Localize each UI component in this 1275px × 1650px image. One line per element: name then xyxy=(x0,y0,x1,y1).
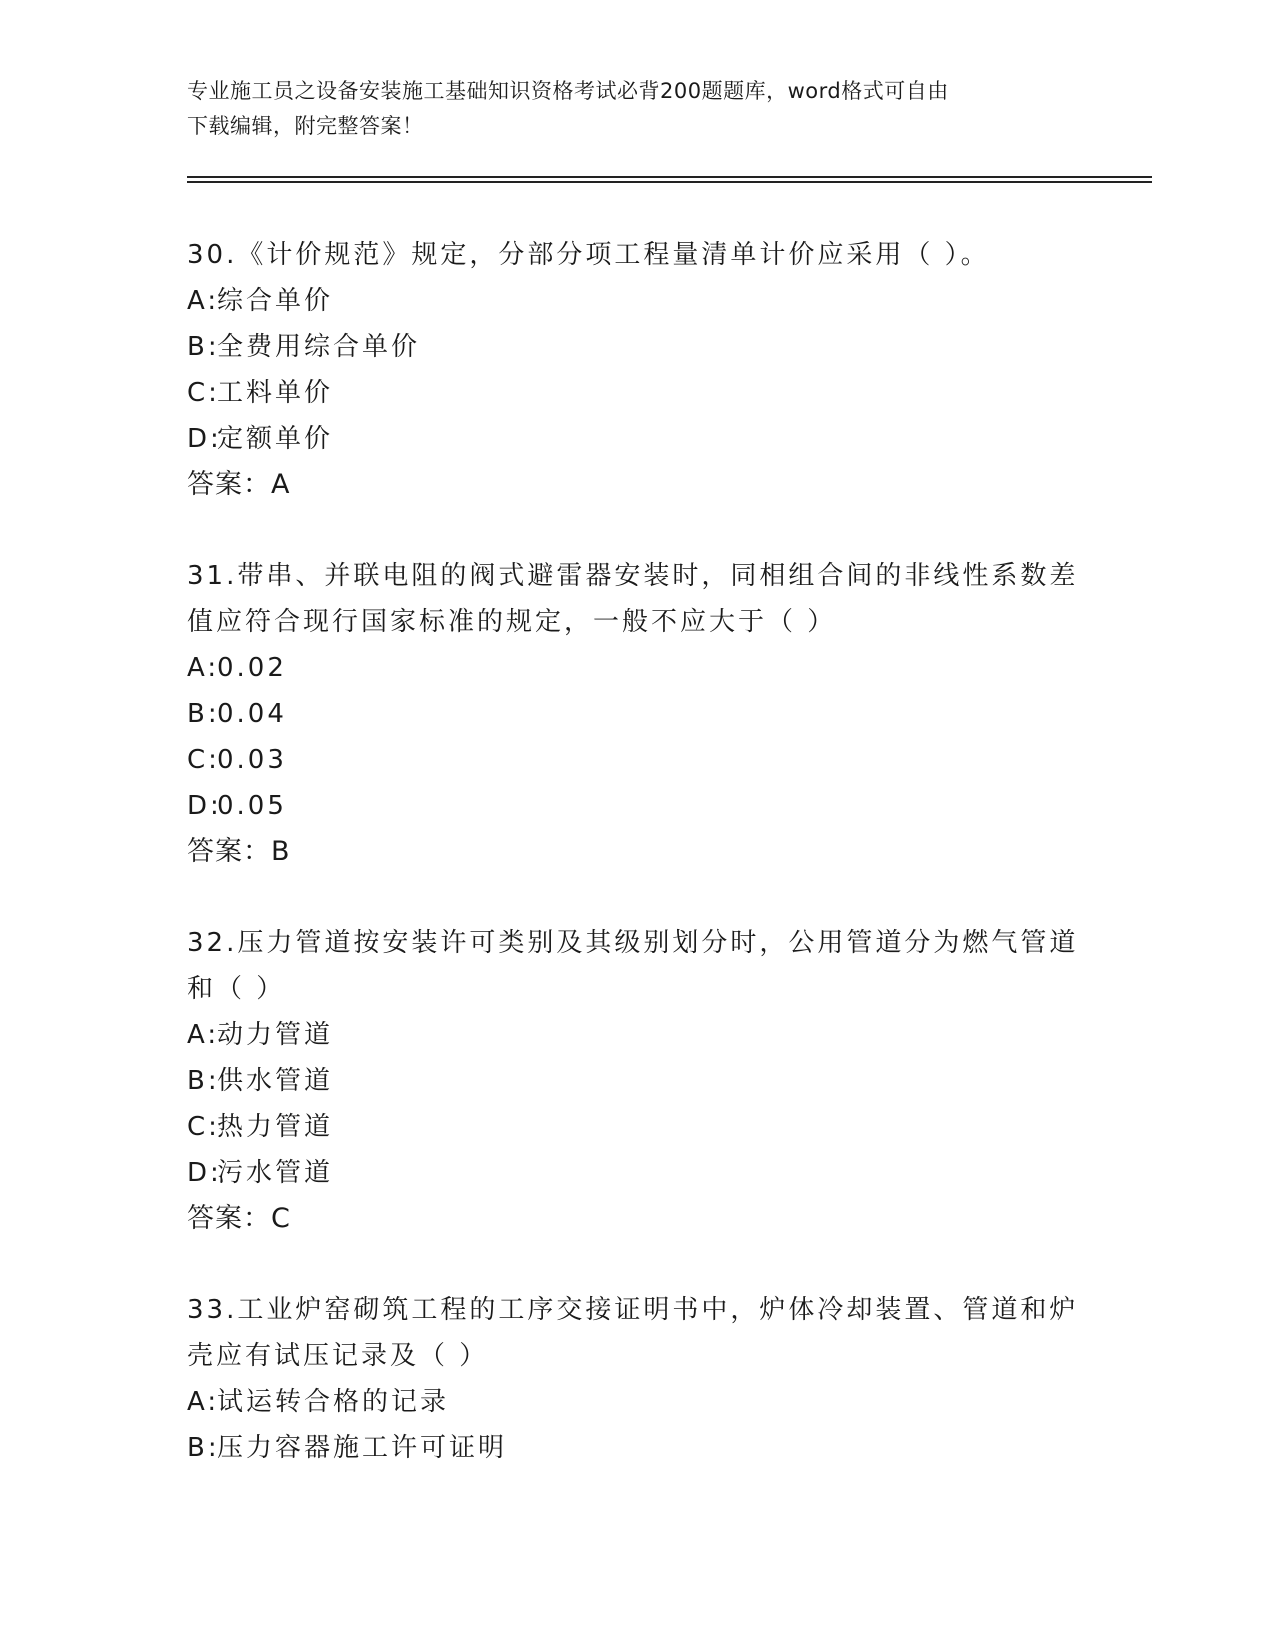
option-c xyxy=(187,1104,1087,1150)
question-33 xyxy=(187,1287,1087,1471)
header-divider-top xyxy=(187,176,1152,178)
question-stem: 33.工业炉窑砌筑工程的工序交接证明书中，炉体冷却装置、管道和炉壳应有试压记录及（ ） xyxy=(187,1295,1079,1371)
question-30 xyxy=(187,232,1087,508)
option-text: 0.02 xyxy=(217,653,287,683)
option-c xyxy=(187,737,1087,783)
option-b xyxy=(187,1425,1087,1471)
option-letter: B: xyxy=(187,332,220,362)
option-text: 0.03 xyxy=(217,745,287,775)
option-letter: B: xyxy=(187,1433,220,1463)
option-letter: A: xyxy=(187,286,220,316)
option-text: 动力管道 xyxy=(217,1020,334,1050)
answer-line: 答案：C xyxy=(187,1203,291,1234)
question-stem: 32.压力管道按安装许可类别及其级别划分时，公用管道分为燃气管道和（ ） xyxy=(187,928,1079,1004)
option-text: 0.05 xyxy=(217,791,287,821)
header-line-2: 下载编辑，附完整答案！ xyxy=(187,114,424,138)
question-stem: 30.《计价规范》规定，分部分项工程量清单计价应采用（ ）。 xyxy=(187,240,990,270)
question-31 xyxy=(187,553,1087,875)
option-letter: D: xyxy=(187,424,222,454)
option-text: 定额单价 xyxy=(217,424,334,454)
option-letter: B: xyxy=(187,1066,220,1096)
answer-line: 答案：A xyxy=(187,469,291,500)
option-letter: D: xyxy=(187,1158,222,1188)
option-d xyxy=(187,783,1087,829)
document-header xyxy=(187,74,1087,144)
option-text: 0.04 xyxy=(217,699,287,729)
option-letter: C: xyxy=(187,1112,220,1142)
option-text: 工料单价 xyxy=(217,378,334,408)
option-letter: C: xyxy=(187,745,220,775)
option-b xyxy=(187,324,1087,370)
option-a xyxy=(187,1012,1087,1058)
answer-line: 答案：B xyxy=(187,836,291,867)
header-divider-bottom xyxy=(187,181,1152,183)
option-text: 污水管道 xyxy=(217,1158,334,1188)
option-text: 供水管道 xyxy=(217,1066,334,1096)
option-letter: A: xyxy=(187,1387,220,1417)
option-c xyxy=(187,370,1087,416)
option-letter: A: xyxy=(187,1020,220,1050)
option-letter: A: xyxy=(187,653,220,683)
option-letter: D: xyxy=(187,791,222,821)
option-letter: B: xyxy=(187,699,220,729)
option-d xyxy=(187,416,1087,462)
question-list xyxy=(187,232,1087,1516)
option-b xyxy=(187,691,1087,737)
option-a xyxy=(187,1379,1087,1425)
option-text: 压力容器施工许可证明 xyxy=(217,1433,508,1463)
header-line-1: 专业施工员之设备安装施工基础知识资格考试必背200题题库，word格式可自由 xyxy=(187,79,949,103)
option-d xyxy=(187,1150,1087,1196)
question-stem: 31.带串、并联电阻的阀式避雷器安装时，同相组合间的非线性系数差值应符合现行国家标准的规定，一般不应大于（ ） xyxy=(187,561,1079,637)
option-a xyxy=(187,278,1087,324)
option-letter: C: xyxy=(187,378,220,408)
option-text: 全费用综合单价 xyxy=(217,332,421,362)
option-b xyxy=(187,1058,1087,1104)
option-text: 综合单价 xyxy=(217,286,334,316)
question-32 xyxy=(187,920,1087,1242)
option-text: 热力管道 xyxy=(217,1112,334,1142)
option-text: 试运转合格的记录 xyxy=(217,1387,450,1417)
option-a xyxy=(187,645,1087,691)
